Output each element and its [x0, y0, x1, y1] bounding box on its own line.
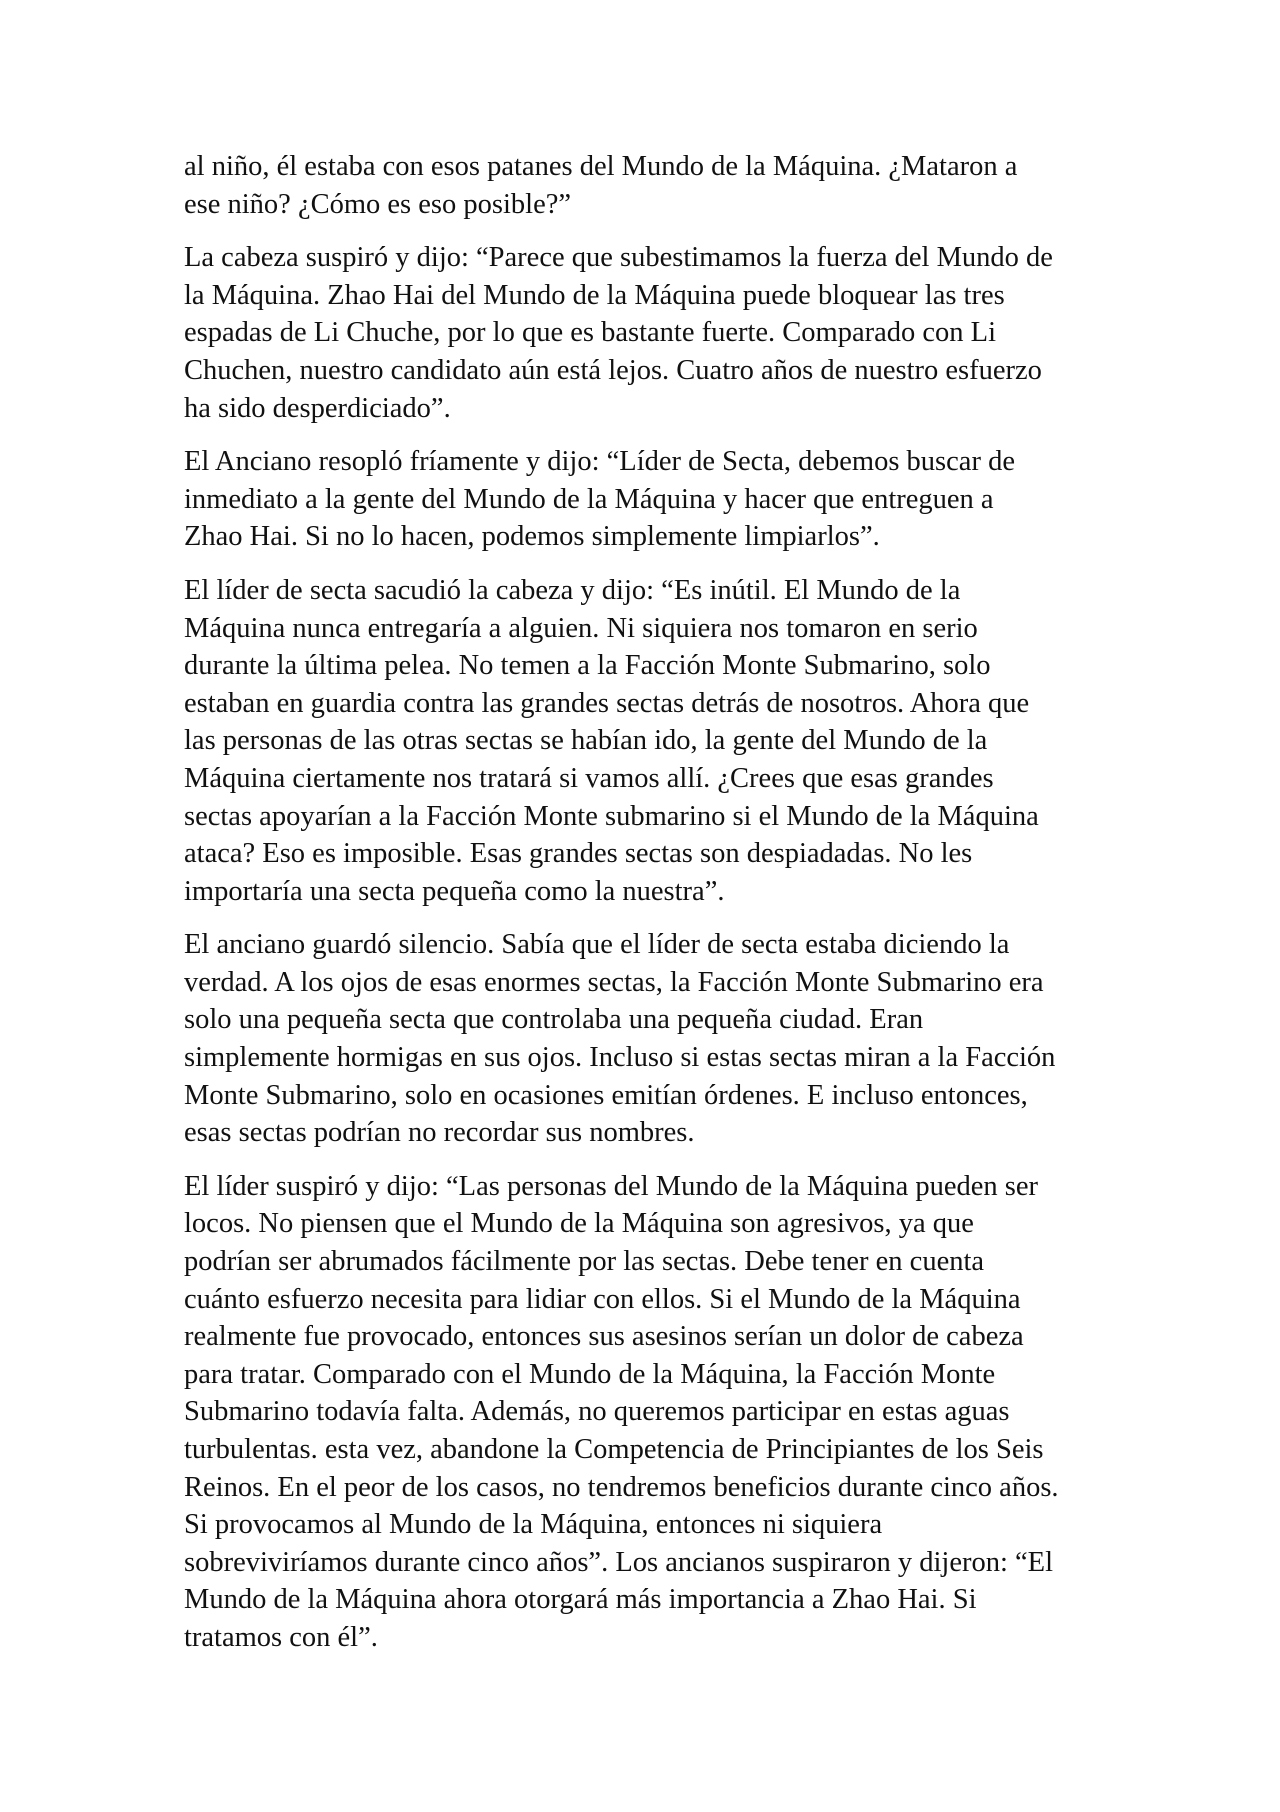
paragraph-5: [184, 926, 1114, 1152]
text-line: La cabeza suspiró y dijo: “Parece que subestimamos la fuerza del Mundo de: [184, 242, 1053, 274]
document-body: [184, 148, 1114, 1673]
text-line: El líder suspiró y dijo: “Las personas del Mundo de la Máquina pueden ser: [184, 1170, 1039, 1202]
text-line: ha sido desperdiciado”.: [184, 392, 451, 424]
text-line: solo una pequeña secta que controlaba una pequeña ciudad. Eran: [184, 1004, 924, 1036]
text-line: Máquina ciertamente nos tratará si vamos allí. ¿Crees que esas grandes: [184, 762, 994, 794]
text-line: Máquina nunca entregaría a alguien. Ni siquiera nos tomaron en serio: [184, 612, 978, 644]
text-line: Si provocamos al Mundo de la Máquina, entonces ni siquiera: [184, 1509, 883, 1541]
text-line: para tratar. Comparado con el Mundo de la Máquina, la Facción Monte: [184, 1358, 996, 1390]
text-line: Reinos. En el peor de los casos, no tendremos beneficios durante cinco años.: [184, 1471, 1059, 1503]
text-line: El Anciano resopló fríamente y dijo: “Líder de Secta, debemos buscar de: [184, 446, 1015, 478]
text-line: espadas de Li Chuche, por lo que es bastante fuerte. Comparado con Li: [184, 317, 996, 349]
text-line: El líder de secta sacudió la cabeza y dijo: “Es inútil. El Mundo de la: [184, 574, 961, 606]
text-line: ese niño? ¿Cómo es eso posible?”: [184, 188, 572, 220]
text-line: simplemente hormigas en sus ojos. Incluso si estas sectas miran a la Facción: [184, 1042, 1056, 1074]
text-line: Zhao Hai. Si no lo hacen, podemos simplemente limpiarlos”.: [184, 521, 880, 553]
text-line: durante la última pelea. No temen a la Facción Monte Submarino, solo: [184, 650, 991, 682]
text-line: podrían ser abrumados fácilmente por las sectas. Debe tener en cuenta: [184, 1246, 985, 1278]
text-line: sobreviviríamos durante cinco años”. Los ancianos suspiraron y dijeron: “El: [184, 1546, 1054, 1578]
text-line: cuánto esfuerzo necesita para lidiar con ellos. Si el Mundo de la Máquina: [184, 1283, 1021, 1315]
text-line: tratamos con él”.: [184, 1621, 378, 1653]
text-line: esas sectas podrían no recordar sus nombres.: [184, 1117, 695, 1149]
text-line: inmediato a la gente del Mundo de la Máquina y hacer que entreguen a: [184, 483, 994, 515]
text-line: estaban en guardia contra las grandes sectas detrás de nosotros. Ahora que: [184, 687, 1030, 719]
text-line: al niño, él estaba con esos patanes del Mundo de la Máquina. ¿Mataron a: [184, 151, 1018, 182]
paragraph-2: [184, 239, 1114, 427]
paragraph-1: [184, 148, 1114, 223]
text-line: importaría una secta pequeña como la nuestra”.: [184, 875, 725, 907]
text-line: Submarino todavía falta. Además, no queremos participar en estas aguas: [184, 1396, 1010, 1428]
text-line: Chuchen, nuestro candidato aún está lejos. Cuatro años de nuestro esfuerzo: [184, 354, 1042, 386]
text-line: turbulentas. esta vez, abandone la Competencia de Principiantes de los Seis: [184, 1434, 1044, 1465]
paragraph-6: [184, 1168, 1114, 1657]
text-line: ataca? Eso es imposible. Esas grandes sectas son despiadadas. No les: [184, 838, 973, 870]
text-line: Monte Submarino, solo en ocasiones emitían órdenes. E incluso entonces,: [184, 1079, 1028, 1111]
text-line: las personas de las otras sectas se habían ido, la gente del Mundo de la: [184, 725, 988, 757]
paragraph-4: [184, 572, 1114, 910]
text-line: Mundo de la Máquina ahora otorgará más importancia a Zhao Hai. Si: [184, 1584, 977, 1616]
text-line: El anciano guardó silencio. Sabía que el líder de secta estaba diciendo la: [184, 929, 1010, 961]
text-line: la Máquina. Zhao Hai del Mundo de la Máquina puede bloquear las tres: [184, 279, 1005, 311]
text-line: sectas apoyarían a la Facción Monte submarino si el Mundo de la Máquina: [184, 800, 1039, 832]
text-line: locos. No piensen que el Mundo de la Máquina son agresivos, ya que: [184, 1208, 974, 1240]
paragraph-3: [184, 443, 1114, 556]
text-line: verdad. A los ojos de esas enormes sectas, la Facción Monte Submarino era: [184, 966, 1044, 998]
text-line: realmente fue provocado, entonces sus asesinos serían un dolor de cabeza: [184, 1321, 1024, 1353]
